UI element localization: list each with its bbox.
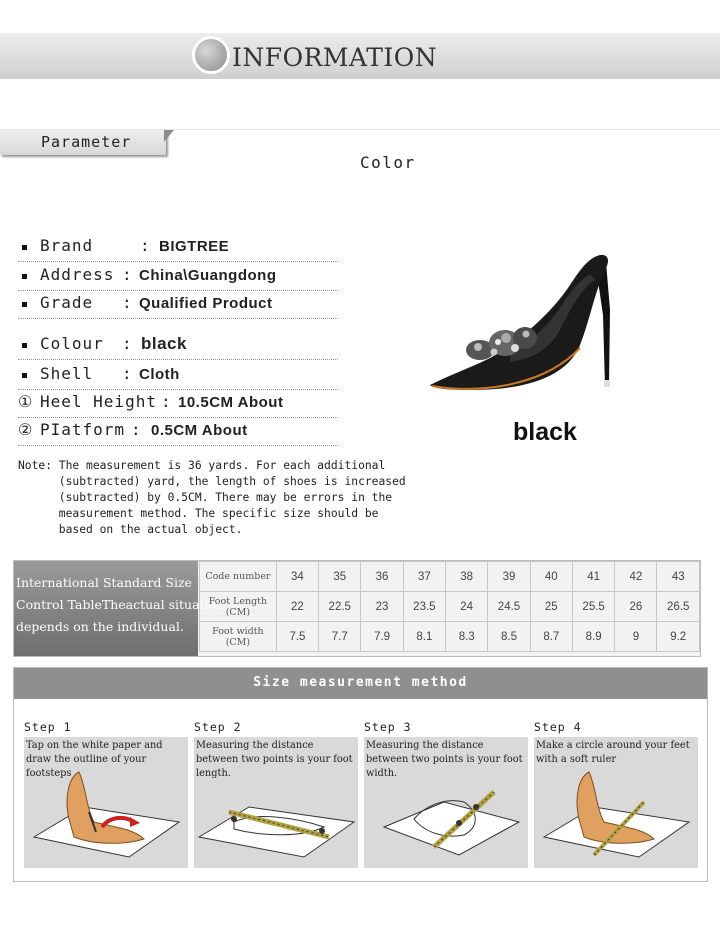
step-desc: Measuring the distance between two points is your foot width.: [366, 740, 523, 779]
spec-value: black: [141, 334, 187, 353]
note-line: based on the actual object.: [18, 523, 243, 536]
table-cell: 40: [530, 562, 572, 592]
step-card: [364, 737, 528, 868]
step-4: [534, 720, 698, 868]
foot-outline-icon: [24, 767, 188, 868]
table-cell: 23.5: [403, 592, 445, 622]
table-cell: 25.5: [572, 592, 614, 622]
step-label: Step 3: [364, 720, 412, 734]
spec-sep: :: [122, 265, 133, 284]
table-cell: 9: [615, 622, 657, 652]
step-card: [24, 737, 188, 868]
dotted-divider: [18, 261, 338, 262]
table-cell: 37: [403, 562, 445, 592]
bullet-icon: [22, 274, 27, 279]
panel-title-bar: [14, 668, 707, 699]
spec-row-grade: [18, 293, 338, 315]
size-table-intro: [14, 561, 225, 656]
parameter-tab-label: Parameter: [41, 133, 132, 151]
black-heel-shoe-image: [410, 230, 610, 395]
step-desc: Make a circle around your feet with a soft ruler: [536, 740, 690, 765]
ruler-width-icon: [364, 767, 528, 868]
step-desc: Measuring the distance between two points is your foot length.: [196, 740, 353, 779]
dotted-divider: [18, 445, 338, 446]
circled-number-1: ①: [18, 392, 33, 411]
row-header: Code number: [200, 562, 277, 592]
tab-fold-icon: [164, 130, 174, 142]
table-cell: 7.9: [361, 622, 403, 652]
table-cell: 8.1: [403, 622, 445, 652]
table-cell: 9.2: [657, 622, 700, 652]
spec-value: BIGTREE: [159, 238, 230, 255]
spec-key: Colour: [40, 334, 104, 353]
table-cell: 8.9: [572, 622, 614, 652]
spec-sep: :: [122, 364, 133, 383]
size-grid: [199, 561, 700, 652]
page-title: INFORMATION: [232, 43, 438, 72]
step-card: [534, 737, 698, 868]
soft-ruler-foot-icon: [534, 767, 698, 868]
table-cell: 36: [361, 562, 403, 592]
shoe-color-caption: black: [513, 418, 577, 446]
table-cell: 22: [276, 592, 318, 622]
table-cell: 41: [572, 562, 614, 592]
step-label: Step 4: [534, 720, 582, 734]
table-cell: 25: [530, 592, 572, 622]
dotted-divider: [18, 359, 338, 360]
spec-key: Brand: [40, 236, 94, 255]
spec-key: Heel Height: [40, 392, 157, 411]
step-desc: Tap on the white paper and draw the outline of your footsteps: [26, 740, 163, 779]
spec-sep: :: [122, 334, 133, 353]
table-cell: 35: [319, 562, 361, 592]
spec-sep: :: [122, 293, 133, 312]
measurement-note: [18, 458, 406, 538]
dotted-divider: [18, 290, 338, 291]
step-card: [194, 737, 358, 868]
table-cell: 8.7: [530, 622, 572, 652]
table-cell: 7.5: [276, 622, 318, 652]
step-label: Step 1: [24, 720, 72, 734]
information-header: [0, 33, 720, 79]
parameter-tab: [0, 130, 166, 155]
step-3: [364, 720, 528, 868]
table-cell: 24: [446, 592, 488, 622]
spec-sep: :: [161, 392, 172, 411]
intro-line: International Standard Size: [16, 575, 192, 590]
table-cell: 23: [361, 592, 403, 622]
table-cell: 8.3: [446, 622, 488, 652]
bullet-icon: [22, 302, 27, 307]
table-row: [200, 622, 700, 652]
step-2: [194, 720, 358, 868]
table-cell: 8.5: [488, 622, 530, 652]
intro-line: depends on the individual.: [16, 619, 184, 634]
spec-row-heel-height: [18, 392, 338, 414]
table-cell: 24.5: [488, 592, 530, 622]
ruler-length-icon: [194, 767, 358, 868]
dotted-divider: [18, 389, 338, 390]
spec-value: 0.5CM About: [151, 422, 248, 439]
spec-value: Cloth: [139, 366, 180, 383]
spec-row-address: [18, 265, 338, 287]
table-cell: 26: [615, 592, 657, 622]
bullet-icon: [22, 343, 27, 348]
spec-sep: :: [131, 420, 142, 439]
step-label: Step 2: [194, 720, 242, 734]
intro-line: Control TableTheactual situation: [16, 597, 225, 612]
color-label: Color: [360, 153, 416, 172]
table-row: [200, 592, 700, 622]
spec-sep: :: [140, 236, 151, 255]
circled-number-2: ②: [18, 420, 33, 439]
table-cell: 34: [276, 562, 318, 592]
spec-row-shell: [18, 364, 338, 386]
note-line: (subtracted) by 0.5CM. There may be errors in the: [18, 491, 393, 504]
size-measurement-panel: [13, 667, 708, 882]
spec-row-brand: [18, 236, 338, 258]
spec-key: Address: [40, 265, 115, 284]
table-cell: 43: [657, 562, 700, 592]
spec-key: PIatform: [40, 420, 126, 439]
row-header: Foot width (CM): [200, 622, 277, 652]
spec-value: China\Guangdong: [139, 267, 277, 284]
table-cell: 42: [615, 562, 657, 592]
dotted-divider: [18, 318, 338, 319]
table-row: [200, 562, 700, 592]
spec-key: Grade: [40, 293, 94, 312]
spec-key: Shell: [40, 364, 94, 383]
header-circle-icon: [192, 36, 230, 74]
table-cell: 7.7: [319, 622, 361, 652]
table-cell: 39: [488, 562, 530, 592]
bullet-icon: [22, 245, 27, 250]
spec-value: 10.5CM About: [178, 394, 284, 411]
step-1: [24, 720, 188, 868]
table-cell: 38: [446, 562, 488, 592]
note-line: measurement method. The specific size should be: [18, 507, 379, 520]
table-cell: 26.5: [657, 592, 700, 622]
panel-title: Size measurement method: [253, 675, 468, 690]
dotted-divider: [18, 417, 338, 418]
spec-value: Qualified Product: [139, 295, 273, 312]
spec-row-platform: [18, 420, 338, 442]
row-header: Foot Length (CM): [200, 592, 277, 622]
note-line: Note: The measurement is 36 yards. For each additional: [18, 459, 386, 472]
bullet-icon: [22, 373, 27, 378]
spec-row-colour: [18, 334, 338, 356]
note-line: (subtracted) yard, the length of shoes is increased: [18, 475, 406, 488]
size-table: [13, 560, 701, 657]
table-cell: 22.5: [319, 592, 361, 622]
